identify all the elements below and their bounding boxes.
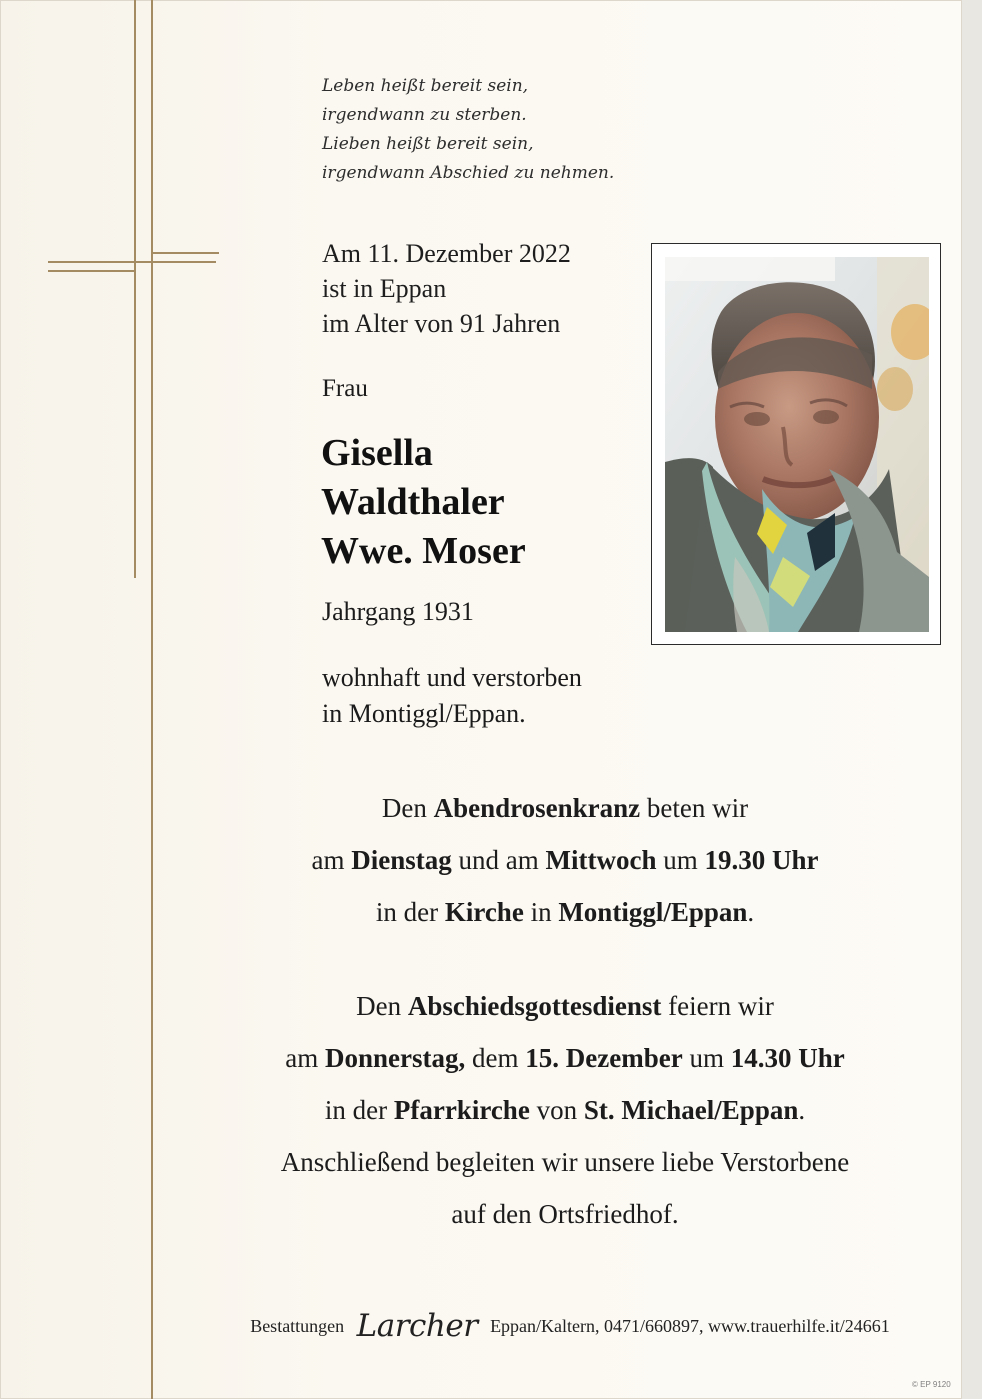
rosary-line-1-text: beten wir	[640, 793, 749, 823]
portrait-photo-illustration	[665, 257, 929, 632]
funeral-line-2-text: am	[285, 1043, 326, 1073]
funeral-line-1	[190, 980, 940, 1032]
poem-line: Lieben heißt bereit sein,	[322, 134, 534, 154]
rosary-line-2-text: am	[311, 845, 352, 875]
rosary-location-type: Kirche	[444, 897, 524, 927]
portrait-photo	[665, 257, 929, 632]
footer-prefix: Bestattungen	[250, 1316, 345, 1336]
rosary-time: 19.30 Uhr	[704, 845, 819, 875]
name-line-widow: Wwe. Moser	[321, 530, 526, 572]
funeral-day: Donnerstag,	[325, 1043, 466, 1073]
rosary-location: Montiggl/Eppan	[558, 897, 748, 927]
cross-horizontal-line-right	[151, 252, 219, 254]
rosary-line-2-text: und am	[451, 845, 546, 875]
funeral-line-3	[190, 1084, 940, 1136]
rosary-line-3-text: in der	[375, 897, 445, 927]
rosary-line-2-text: um	[656, 845, 705, 875]
intro-age: im Alter von 91 Jahren	[322, 309, 561, 338]
rosary-line-3-text: .	[747, 897, 755, 927]
rosary-event-name: Abendrosenkranz	[433, 793, 641, 823]
residence-line: wohnhaft und verstorben	[322, 663, 582, 692]
funeral-announcement	[190, 980, 940, 1240]
funeral-line-2-text: um	[682, 1043, 731, 1073]
rosary-line-1	[190, 782, 940, 834]
rosary-day-1: Dienstag	[351, 845, 452, 875]
funeral-line-2	[190, 1032, 940, 1084]
larcher-logo: Larcher	[356, 1308, 478, 1344]
funeral-line-4: Anschließend begleiten wir unsere liebe Verstorbene	[280, 1147, 850, 1177]
residence-text	[322, 660, 662, 732]
cross-horizontal-line-upper	[48, 261, 216, 263]
funeral-line-3-text: von	[529, 1095, 584, 1125]
cross-horizontal-line-lower	[48, 270, 134, 272]
poem-line: irgendwann zu sterben.	[322, 105, 527, 125]
rosary-day-2: Mittwoch	[545, 845, 657, 875]
name-line-first: Gisella	[321, 432, 433, 474]
funeral-home-footer	[160, 1306, 980, 1346]
deceased-name	[321, 429, 641, 576]
poem-line: irgendwann Abschied zu nehmen.	[322, 163, 615, 183]
funeral-location: St. Michael/Eppan	[583, 1095, 799, 1125]
funeral-service-name: Abschiedsgottesdienst	[407, 991, 662, 1021]
death-notice-intro	[322, 236, 642, 341]
funeral-line-3-text: .	[798, 1095, 806, 1125]
rosary-line-1-text: Den	[381, 793, 434, 823]
cross-vertical-line-left	[134, 0, 136, 578]
rosary-line-2	[190, 834, 940, 886]
footer-contact: Eppan/Kaltern, 0471/660897, www.trauerhilfe.it/24661	[490, 1316, 890, 1336]
rosary-line-3	[190, 886, 940, 938]
funeral-line-1-text: Den	[356, 991, 408, 1021]
funeral-church: Pfarrkirche	[393, 1095, 530, 1125]
funeral-line-5: auf den Ortsfriedhof.	[451, 1199, 679, 1229]
memorial-poem	[322, 72, 682, 188]
funeral-time: 14.30 Uhr	[730, 1043, 845, 1073]
funeral-line-1-text: feiern wir	[661, 991, 774, 1021]
poem-line: Leben heißt bereit sein,	[322, 76, 529, 96]
intro-place: ist in Eppan	[322, 274, 447, 303]
funeral-date: 15. Dezember	[525, 1043, 683, 1073]
document-code: © EP 9120	[912, 1380, 951, 1389]
funeral-line-2-text: dem	[465, 1043, 526, 1073]
cross-vertical-line-right	[151, 0, 153, 1399]
rosary-announcement	[190, 782, 940, 938]
rosary-line-3-text: in	[523, 897, 559, 927]
funeral-line-3-text: in der	[324, 1095, 394, 1125]
birth-year: Jahrgang 1931	[322, 597, 474, 626]
name-line-surname: Waldthaler	[321, 481, 505, 523]
intro-date: Am 11. Dezember 2022	[322, 239, 571, 268]
salutation: Frau	[322, 375, 368, 402]
residence-line: in Montiggl/Eppan.	[322, 699, 526, 728]
